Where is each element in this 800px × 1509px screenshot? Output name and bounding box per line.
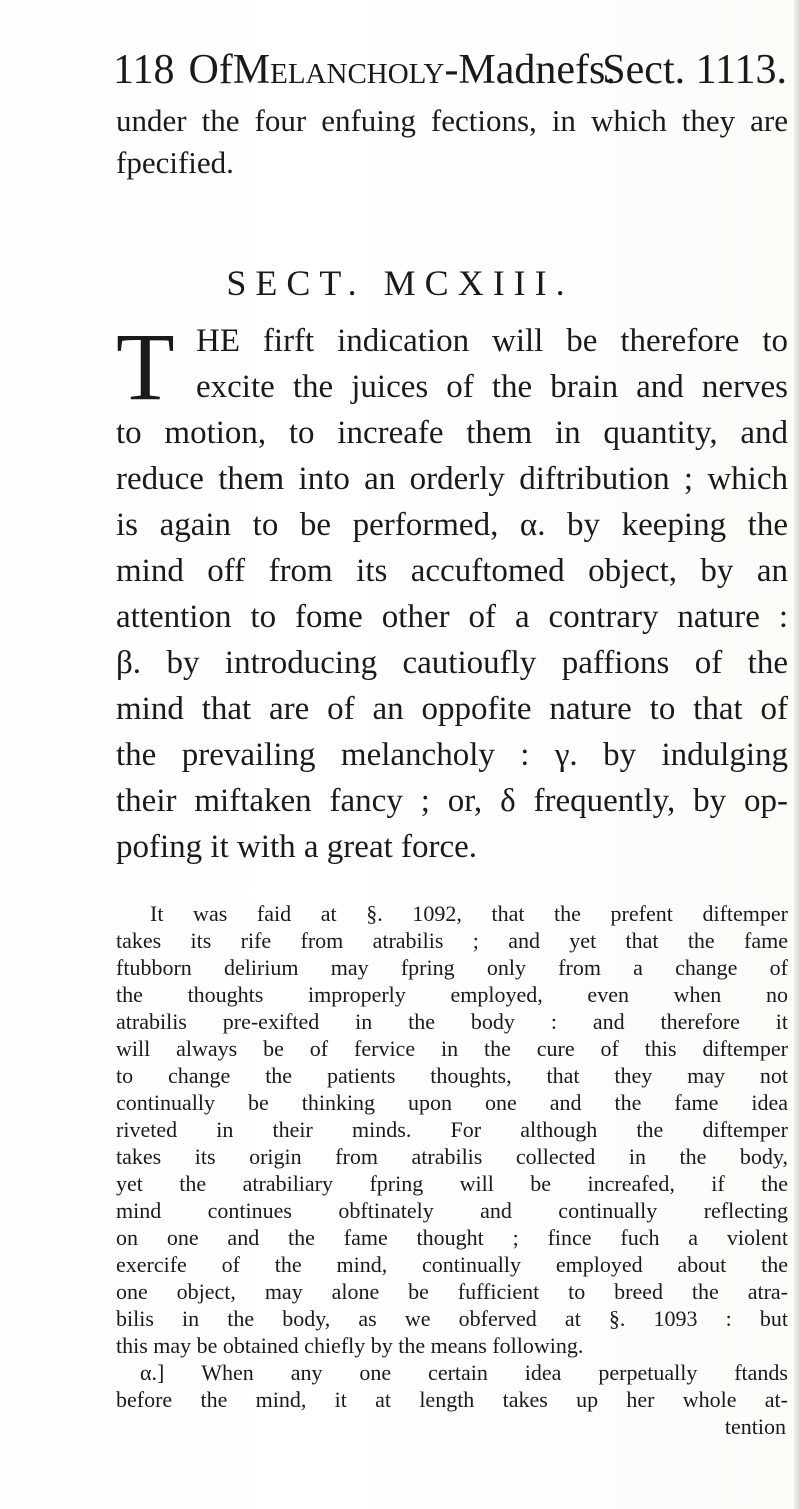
- header-title-rest: -Madnefs.: [444, 47, 616, 93]
- paragraph-line: mind off from its accuftomed object, by an: [116, 553, 788, 589]
- drop-cap: T: [116, 313, 175, 420]
- paragraph-line: the prevailing melancholy : γ. by indulging: [116, 737, 788, 773]
- paragraph-line: bilis in the body, as we obferved at §. 1093 : but: [116, 1306, 788, 1331]
- page-number: 118: [113, 47, 175, 93]
- paragraph-line: is again to be performed, α. by keeping the: [116, 507, 788, 543]
- paragraph-line: mind that are of an oppofite nature to that of: [116, 691, 788, 727]
- paragraph-line: to motion, to increafe them in quantity, and: [116, 415, 788, 451]
- paragraph-line: atrabilis pre-exifted in the body : and therefore it: [116, 1009, 788, 1034]
- paragraph-line: this may be obtained chiefly by the means following.: [116, 1333, 584, 1358]
- paragraph-line: exercife of the mind, continually employed about the: [116, 1252, 788, 1277]
- paragraph-line: before the mind, it at length takes up her whole at-: [116, 1387, 788, 1412]
- catchword: tention: [724, 1414, 786, 1439]
- intro-line: fpecified.: [116, 145, 234, 180]
- paragraph-line: takes its origin from atrabilis collected in the body,: [116, 1144, 788, 1169]
- paragraph-line: reduce them into an orderly diftribution ; which: [116, 461, 788, 497]
- paragraph-line: to change the patients thoughts, that they may not: [116, 1063, 788, 1088]
- paragraph-line: ftubborn delirium may fpring only from a change of: [116, 955, 788, 980]
- paragraph-line: attention to fome other of a contrary nature :: [116, 599, 788, 635]
- header-section: Sect. 1113.: [602, 47, 787, 93]
- paragraph-line: riveted in their minds. For although the diftemper: [116, 1117, 788, 1142]
- paragraph-line: the thoughts improperly employed, even when no: [116, 982, 788, 1007]
- paragraph-line: mind continues obftinately and continually reflecting: [116, 1198, 788, 1223]
- paragraph-line: one object, may alone be fufficient to breed the atra-: [116, 1279, 788, 1304]
- page-edge: [794, 0, 800, 1509]
- section-title: SECT. MCXIII.: [226, 263, 574, 303]
- paragraph-line: β. by introducing cautioufly paffions of the: [116, 645, 788, 681]
- paragraph-line: pofing it with a great force.: [116, 829, 478, 865]
- intro-line: under the four enfuing fections, in which they are: [116, 103, 788, 138]
- paragraph-line: α.] When any one certain idea perpetually ftands: [140, 1360, 788, 1385]
- running-header: [113, 40, 795, 100]
- paragraph-line: HE firft indication will be therefore to: [196, 323, 788, 359]
- paragraph-line: will always be of fervice in the cure of this diftemper: [116, 1036, 788, 1061]
- paragraph-line: their miftaken fancy ; or, δ frequently, by op-: [116, 783, 788, 819]
- paragraph-line: takes its rife from atrabilis ; and yet that the fame: [116, 928, 788, 953]
- paragraph-line: excite the juices of the brain and nerves: [196, 369, 788, 405]
- paragraph-line: on one and the fame thought ; fince fuch a violent: [116, 1225, 788, 1250]
- paragraph-line: It was faid at §. 1092, that the prefent diftemper: [150, 901, 788, 926]
- header-title-smallcaps: Melancholy: [232, 47, 445, 93]
- paragraph-line: continually be thinking upon one and the fame idea: [116, 1090, 788, 1115]
- header-title-lead: Of: [188, 47, 233, 93]
- paragraph-line: yet the atrabiliary fpring will be increafed, if the: [116, 1171, 788, 1196]
